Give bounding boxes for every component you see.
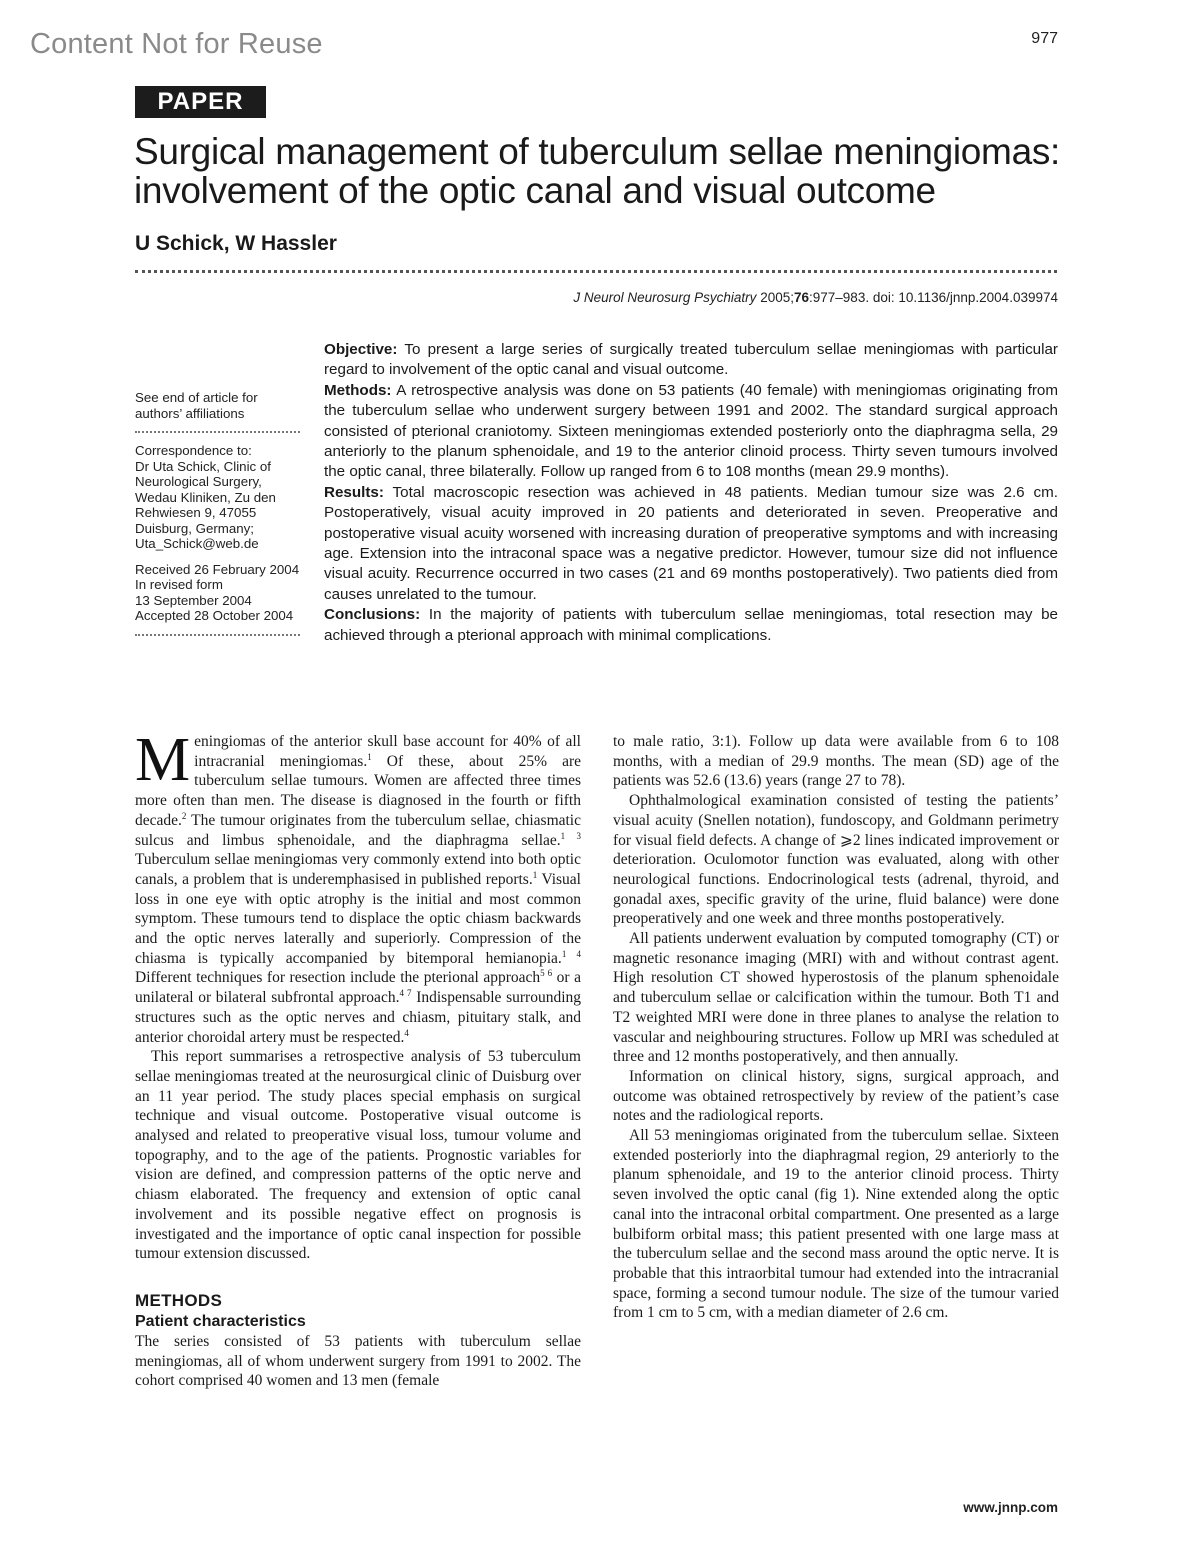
accepted-date: Accepted 28 October 2004 — [135, 608, 294, 623]
watermark-text: Content Not for Reuse — [30, 28, 323, 60]
article-sidebar — [135, 390, 300, 646]
abstract-results: Results: Total macroscopic resection was achieved in 48 patients. Median tumour size was 2.6 cm. Postoperatively, visual acuity improved in 20 patients and deteriorated in seven. Preoperative and postoperative visual acuity worsened with increasing duration of preoperative symptoms and with increasing age. Extension into the intraconal space was a negative predictor. However, tumour size did not influence visual acuity. Recurrence occurred in two cases (21 and 69 months postoperatively). Two patients died from causes unrelated to the tumour. — [324, 483, 1058, 603]
title-line-2: involvement of the optic canal and visual outcome — [134, 170, 936, 211]
correspondence-address: Dr Uta Schick, Clinic of Neurological Surgery, Wedau Kliniken, Zu den Rehwiesen 9, 47055 Duisburg, Germany; — [135, 458, 276, 536]
abstract-conclusions: Conclusions: In the majority of patients with tuberculum sellae meningiomas, total resection may be achieved through a pterional approach with minimal complications. — [324, 606, 1058, 644]
body-column-right — [613, 732, 1059, 1323]
patient-characteristics-heading: Patient characteristics — [135, 1312, 306, 1330]
received-date: Received 26 February 2004 — [135, 561, 300, 577]
methods-heading: METHODS — [135, 1290, 223, 1310]
citation-year: 2005; — [760, 290, 794, 305]
journal-citation — [573, 290, 1058, 305]
header-divider — [135, 270, 1057, 273]
footer-url: www.jnnp.com — [963, 1500, 1058, 1515]
revised-date: 13 September 2004 — [135, 592, 252, 608]
abstract — [324, 340, 1058, 646]
abstract-objective: Objective: To present a large series of surgically treated tuberculum sellae meningiomas with particular regard to involvement of the optic canal and visual outcome. — [324, 341, 1058, 379]
page-number: 977 — [1031, 30, 1058, 47]
section-label-badge: PAPER — [135, 86, 266, 118]
affiliation-note: See end of article for authors’ affiliations — [135, 390, 258, 421]
methods-paragraph-cont: to male ratio, 3:1). Follow up data were available from 6 to 108 months, with a median of 29.9 months. The mean (SD) age of the patients was 52.6 (13.6) years (range 27 to 78). — [613, 733, 1059, 790]
tumour-extension-paragraph: All 53 meningiomas originated from the tuberculum sellae. Sixteen extended posteriorly into the diaphragmal region, 29 anteriorly to the planum sphenoidale, and 19 to the anterior clinoid process. Thirty seven involved the optic canal (fig 1). Nine extended along the optic canal into the intraconal orbital compartment. One presented as a large bulbiform orbital mass; this patient presented with one large mass at the tuberculum sellae and the second mass around the optic nerve. It is probable that this intraorbital tumour had extended into the intracranial space, forming a second tumour nodule. The size of the tumour varied from 1 cm to 5 cm, with a median diameter of 2.6 cm. — [613, 1127, 1059, 1322]
imaging-paragraph: All patients underwent evaluation by computed tomography (CT) or magnetic resonance imaging (MRI) with and without contrast agent. High resolution CT showed hyperostosis of the planum sphenoidale and tuberculum sellae or calcification within the tumour. Both T1 and T2 weighted MRI were done in three planes to analyse the relation to vascular and neighbouring structures. Follow up MRI was scheduled at three and 12 months postoperatively, and then annually. — [613, 930, 1059, 1066]
methods-paragraph: The series consisted of 53 patients with tuberculum sellae meningiomas, all of whom underwent surgery from 1991 to 2002. The cohort comprised 40 women and 13 men (female — [135, 1332, 581, 1390]
drop-cap: M — [135, 726, 191, 794]
body-column-left — [135, 726, 582, 1391]
correspondence-heading: Correspondence to: — [135, 443, 252, 458]
title-line-1: Surgical management of tuberculum sellae meningiomas: — [134, 131, 1061, 172]
ophthalmology-paragraph: Ophthalmological examination consisted of testing the patients’ visual acuity (Snellen notation), fundoscopy, and Goldmann perimetry for visual field defects. A change of ⩾2 lines indicated improvement or deterioration. Oculomotor function was evaluated, along with other neurological functions. Endocrinological tests (adrenal, thyroid, and gonadal axes, specific gravity of the urine, fluid balance) were done preoperatively and one week and three months postoperatively. — [613, 792, 1059, 928]
article-title — [134, 132, 1074, 210]
author-list: U Schick, W Hassler — [135, 232, 337, 255]
sidebar-divider — [135, 634, 300, 636]
records-paragraph: Information on clinical history, signs, surgical approach, and outcome was obtained retrospectively by review of the patient’s case notes and the radiological reports. — [613, 1067, 1059, 1125]
citation-volume: 76 — [793, 290, 810, 305]
sidebar-divider — [135, 431, 300, 433]
journal-name: J Neurol Neurosurg Psychiatry — [573, 290, 757, 305]
citation-pages-doi: :977–983. doi: 10.1136/jnnp.2004.039974 — [809, 290, 1058, 305]
abstract-methods: Methods: A retrospective analysis was done on 53 patients (40 female) with meningiomas originating from the tuberculum sellae who underwent surgery between 1991 and 2002. The standard surgical approach consisted of pterional craniotomy. Sixteen meningiomas extended posteriorly onto the diaphragma sella, 29 anteriorly to the planum sphenoidale, and 19 to the anterior clinoid process. Thirty seven tumours involved the optic canal, three bilaterally. Follow up ranged from 6 to 108 months (mean 29.9 months). — [324, 381, 1058, 481]
intro-paragraph: Meningiomas of the anterior skull base account for 40% of all intracranial meningiomas.$^1$ Of these, about 25% are tuberculum sellae tumours. Women are affected three times more often than men. The disease is diagnosed in the fourth or fifth decade.$^2$ The tumour originates from the tuberculum sellae, chiasmatic sulcus and limbus sphenoidale, and the diaphragma sellae.$^{1 3}$ Tuberculum sellae meningiomas very commonly extend into both optic canals, a problem that is underemphasised in published reports.$^1$ Visual loss in one eye with optic atrophy is the initial and most common symptom. These tumours tend to displace the optic chiasm backwards and the optic nerves laterally and superiorly. Compression of the chiasma is typically accompanied by bitemporal hemianopia.$^{1 4}$ Different techniques for resection include the pterional approach$^{5 6}$ or a unilateral or bilateral subfrontal approach.$^{4 7}$ Indispensable surrounding structures such as the optic nerves and chiasm, pituitary stalk, and anterior choroidal artery must be respected.$^4$ — [135, 726, 582, 1046]
correspondence-email: Uta_Schick@web.de — [135, 536, 259, 551]
revised-label: In revised form — [135, 577, 223, 592]
intro-paragraph-2: This report summarises a retrospective analysis of 53 tuberculum sellae meningiomas treated at the neurosurgical clinic of Duisburg over an 11 year period. The study places special emphasis on surgical technique and visual outcome. Postoperative visual outcome is analysed and related to preoperative visual loss, tumour volume and topography, and to the age of the patients. Prognostic variables for vision are defined, and compression patterns of the optic nerve and chiasm elaborated. The frequency and extension of optic canal involvement and its possible negative effect on prognosis is investigated and the importance of optic canal inspection for possible tumour extension discussed. — [135, 1048, 581, 1263]
